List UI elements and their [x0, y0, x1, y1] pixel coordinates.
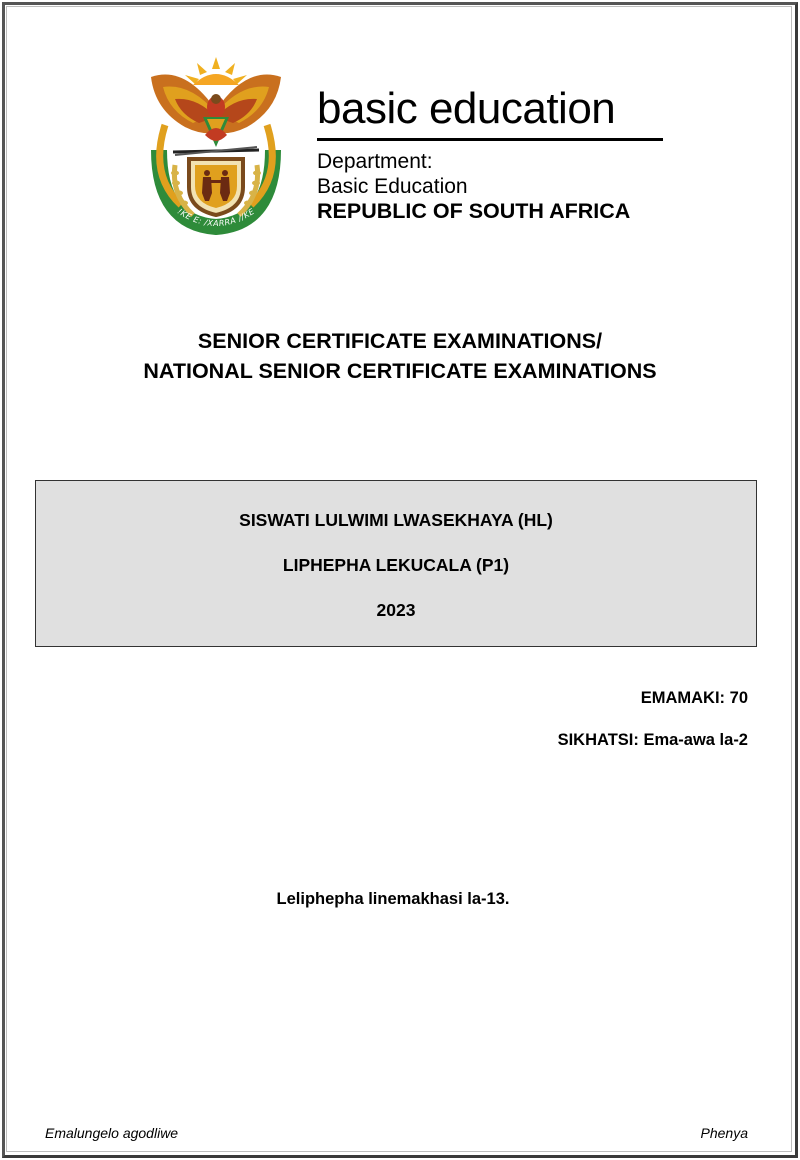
brand-block — [317, 82, 667, 224]
exam-duration: SIKHATSI: Ema-awa la-2 — [557, 731, 748, 749]
department-name: Basic Education — [317, 175, 468, 198]
subject-title: SISWATI LULWIMI LWASEKHAYA (HL) — [239, 510, 553, 530]
copyright-note: Emalungelo agodliwe — [45, 1125, 179, 1141]
page-count-note: Leliphepha linemakhasi la-13. — [276, 890, 510, 908]
crest-motto: !KE E: /XARRA //KE — [175, 206, 257, 229]
turn-over-note: Phenya — [700, 1125, 748, 1141]
country-name: REPUBLIC OF SOUTH AFRICA — [317, 199, 631, 223]
department-label: Department: — [317, 150, 433, 173]
exam-heading-line1: SENIOR CERTIFICATE EXAMINATIONS/ — [197, 329, 603, 353]
exam-heading-line2: NATIONAL SENIOR CERTIFICATE EXAMINATIONS — [143, 359, 657, 383]
brand-title: basic education — [317, 82, 663, 141]
exam-heading — [0, 326, 800, 386]
paper-title: LIPHEPHA LEKUCALA (P1) — [282, 555, 510, 575]
coat-of-arms-icon — [145, 55, 287, 235]
exam-year: 2023 — [376, 600, 416, 620]
total-marks: EMAMAKI: 70 — [640, 689, 748, 707]
subject-box — [35, 480, 757, 647]
